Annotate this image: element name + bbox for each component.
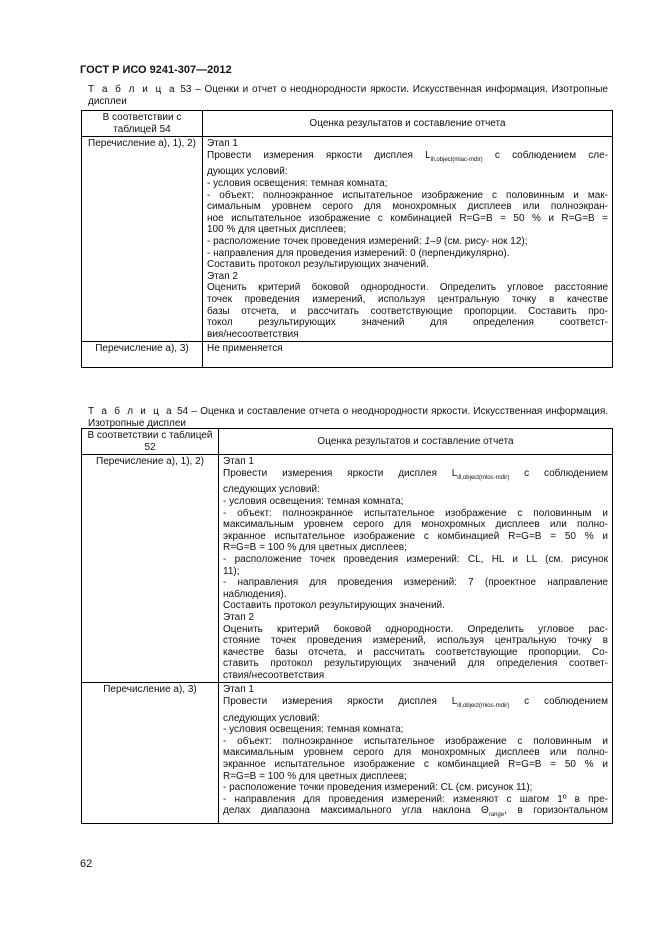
table-cell-reference: Перечисление а), 3) — [82, 342, 203, 368]
col-header-reference: В соответствии с таблицей 54 — [82, 111, 203, 137]
table-54-caption — [88, 406, 608, 430]
caption-text: 54 – Оценка и составление отчета о неоднородности яркости. Искусственная информация. Изотропные дисплеи — [88, 406, 609, 429]
table-cell-reference: Перечисление а), 3) — [82, 683, 219, 824]
table-cell-evaluation: Этап 1 Провести измерения яркости дисплея $L_{ill,object(mloc-mdir)}$ с соблюдением следующих условий: - условия освещения: темная комната; - объект: полноэкранное испытательное изображение с половинным и максимальным уровнем серого для монохромных дисплеев или полно- экранное испытательное изображение с комбинацией R=G=B = 50 % и R=G=B = 100 % для цветных дисплеев; - расположение точки проведения измерений: CL (см. рисунок 11); - направления для проведения измерений: изменяют с шагом 1º в пре- делах диапазона максимального угла наклона $\Theta_{range}$, в горизонтальном — [219, 683, 613, 824]
table-53 — [81, 110, 613, 368]
table-53-caption — [88, 84, 608, 108]
table-cell-evaluation: Не применяется — [203, 342, 613, 368]
table-cell-reference: Перечисление а), 1), 2) — [82, 137, 203, 342]
caption-label: Т а б л и ц а — [88, 84, 177, 95]
col-header-reference: В соответствии с таблицей 52 — [82, 429, 219, 455]
table-cell-evaluation: Этап 1 Провести измерения яркости дисплея $L_{ill,object(mlac-mdir)}$ с соблюдением сле- дующих условий: - условия освещения: темная комната; - объект: полноэкранное испытательное изображение с половинным и мак- симальным уровнем серого для монохромных дисплеев или полноэкран- ное испытательное изображение с комбинацией R=G=B = 50 % и R=G=B = 100 % для цветных дисплеев; - расположение точек проведения измерений: 1–9 (см. рису- нок 12); - направления для проведения измерений: 0 (перпендикулярно). Составить протокол результирующих значений. Этап 2 Оценить критерий боковой однородности. Определить угловое расстояние точек проведения измерений, используя центральную точку в качестве базы отсчета, и рассчитать соответствующие пропорции. Составить про- токол результирующих значений для определения соответст- вия/несоответствия — [203, 137, 613, 342]
table-cell-evaluation: Этап 1 Провести измерения яркости дисплея $L_{ill,object(mloc-mdir)}$ с соблюдением следующих условий: - условия освещения: темная комната; - объект: полноэкранное испытательное изображение с половинным и максимальным уровнем серого для монохромных дисплеев или полно- экранное испытательное изображение с комбинацией R=G=B = 50 % и R=G=B = 100 % для цветных дисплеев; - расположение точек проведения измерений: CL, HL и LL (см. рисунок 11); - направления для проведения измерений: 7 (проектное направление наблюдения). Составить протокол результирующих значений. Этап 2 Оценить критерий боковой однородности. Определить угловое рас- стояние точек проведения измерений, используя центральную точку в качестве базы отсчета, и рассчитать соответствующие пропорции. Со- ставить протокол результирующих значений для определения соответ- ствия/несоответствия — [219, 455, 613, 683]
page-number: 62 — [80, 858, 93, 870]
document-header: ГОСТ Р ИСО 9241-307—2012 — [80, 64, 232, 76]
table-cell-reference: Перечисление а), 1), 2) — [82, 455, 219, 683]
caption-text: 53 – Оценки и отчет о неоднородности яркости. Искусственная информация. Изотропные дисплеи — [88, 84, 608, 107]
col-header-evaluation: Оценка результатов и составление отчета — [203, 111, 613, 137]
table-54 — [81, 428, 613, 824]
caption-label: Т а б л и ц а — [88, 406, 174, 417]
col-header-evaluation: Оценка результатов и составление отчета — [219, 429, 613, 455]
